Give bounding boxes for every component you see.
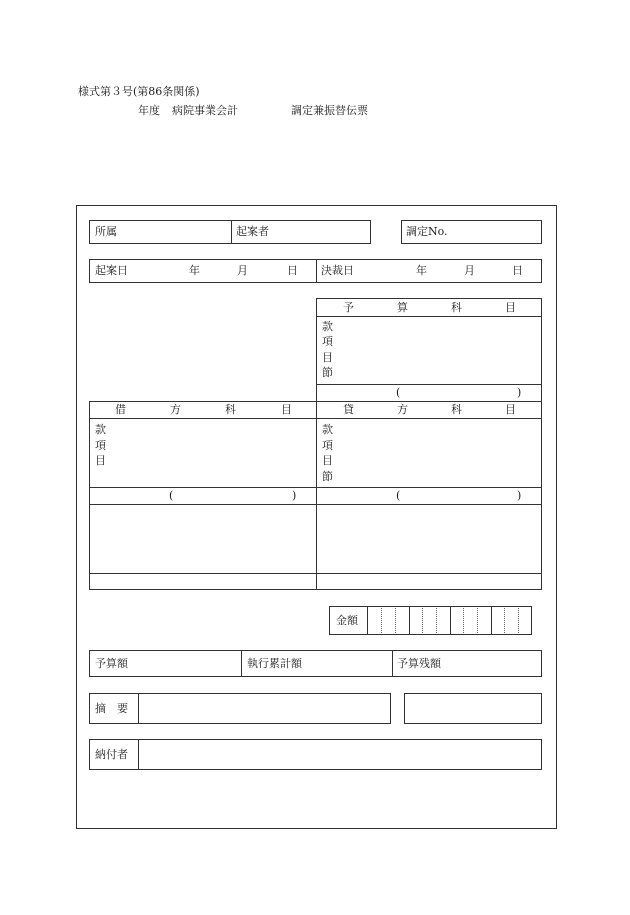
budget-title-char: 算 [397,301,408,314]
digit-separator [422,608,423,633]
divider [316,316,542,317]
digit-separator [504,608,505,633]
debit-level-kou: 項 [95,439,106,452]
affiliation-drafter-box[interactable] [89,220,371,244]
credit-level-kou: 項 [322,439,333,452]
divider [89,504,542,505]
digit-separator [381,608,382,633]
summary-input[interactable] [139,693,391,724]
divider [241,650,242,677]
digit-separator [518,608,519,633]
credit-title-char: 貸 [343,403,354,416]
budget-paren-open: ( [396,386,401,399]
debit-title-char: 科 [225,403,236,416]
debit-paren-open: ( [169,489,174,502]
budget-level-kan: 款 [322,320,333,333]
credit-level-moku: 目 [322,454,333,467]
credit-paren-open: ( [396,489,401,502]
debit-title-char: 方 [170,403,181,416]
decision-month-label: 月 [464,264,475,277]
payer-label: 納付者 [95,748,128,761]
credit-title-char: 目 [505,403,516,416]
budget-title-char: 科 [451,301,462,314]
draft-month-label: 月 [237,264,248,277]
budget-title-char: 予 [343,301,354,314]
budget-level-moku: 目 [322,351,333,364]
digit-separator [395,608,396,633]
divider [89,487,542,488]
debit-level-moku: 目 [95,454,106,467]
decision-date-label: 決裁日 [321,264,354,277]
payer-input[interactable] [139,739,542,770]
debit-level-kan: 款 [95,423,106,436]
draft-year-label: 年 [189,264,200,277]
digit-separator [436,608,437,633]
affiliation-label: 所属 [95,225,117,238]
debit-title-char: 借 [115,403,126,416]
digit-group-divider [409,606,410,635]
digit-group-divider [450,606,451,635]
budget-remaining-label: 予算残額 [397,657,441,670]
divider [316,401,317,590]
budget-paren-close: ) [517,386,522,399]
budget-level-kou: 項 [322,335,333,348]
divider [89,418,542,419]
amount-label: 金額 [336,614,358,627]
fiscal-year-label: 年度 [138,104,160,117]
divider [231,220,232,244]
summary-label: 摘 要 [95,702,128,715]
totals-row[interactable] [89,650,542,677]
form-number: 様式第３号(第86条関係) [78,85,200,98]
credit-paren-close: ) [517,489,522,502]
decision-year-label: 年 [416,264,427,277]
credit-title-char: 方 [397,403,408,416]
credit-level-setsu: 節 [322,470,333,483]
digit-group-divider [491,606,492,635]
debit-paren-close: ) [292,489,297,502]
credit-level-kan: 款 [322,423,333,436]
divider [392,650,393,677]
budget-amount-label: 予算額 [95,657,128,670]
divider [89,573,542,574]
summary-extra-input[interactable] [404,693,542,724]
draft-day-label: 日 [287,264,298,277]
form-title: 調定兼振替伝票 [291,104,368,117]
accounting-name: 病院事業会計 [172,104,238,117]
draft-date-label: 起案日 [95,264,128,277]
drafter-label: 起案者 [236,225,269,238]
divider [316,384,542,385]
debit-title-char: 目 [281,403,292,416]
credit-title-char: 科 [451,403,462,416]
divider [316,259,317,283]
budget-title-char: 目 [505,301,516,314]
budget-level-setsu: 節 [322,366,333,379]
cumulative-execution-label: 執行累計額 [247,657,302,670]
assessment-no-label: 調定No. [406,225,448,238]
digit-separator [463,608,464,633]
decision-day-label: 日 [512,264,523,277]
digit-separator [477,608,478,633]
